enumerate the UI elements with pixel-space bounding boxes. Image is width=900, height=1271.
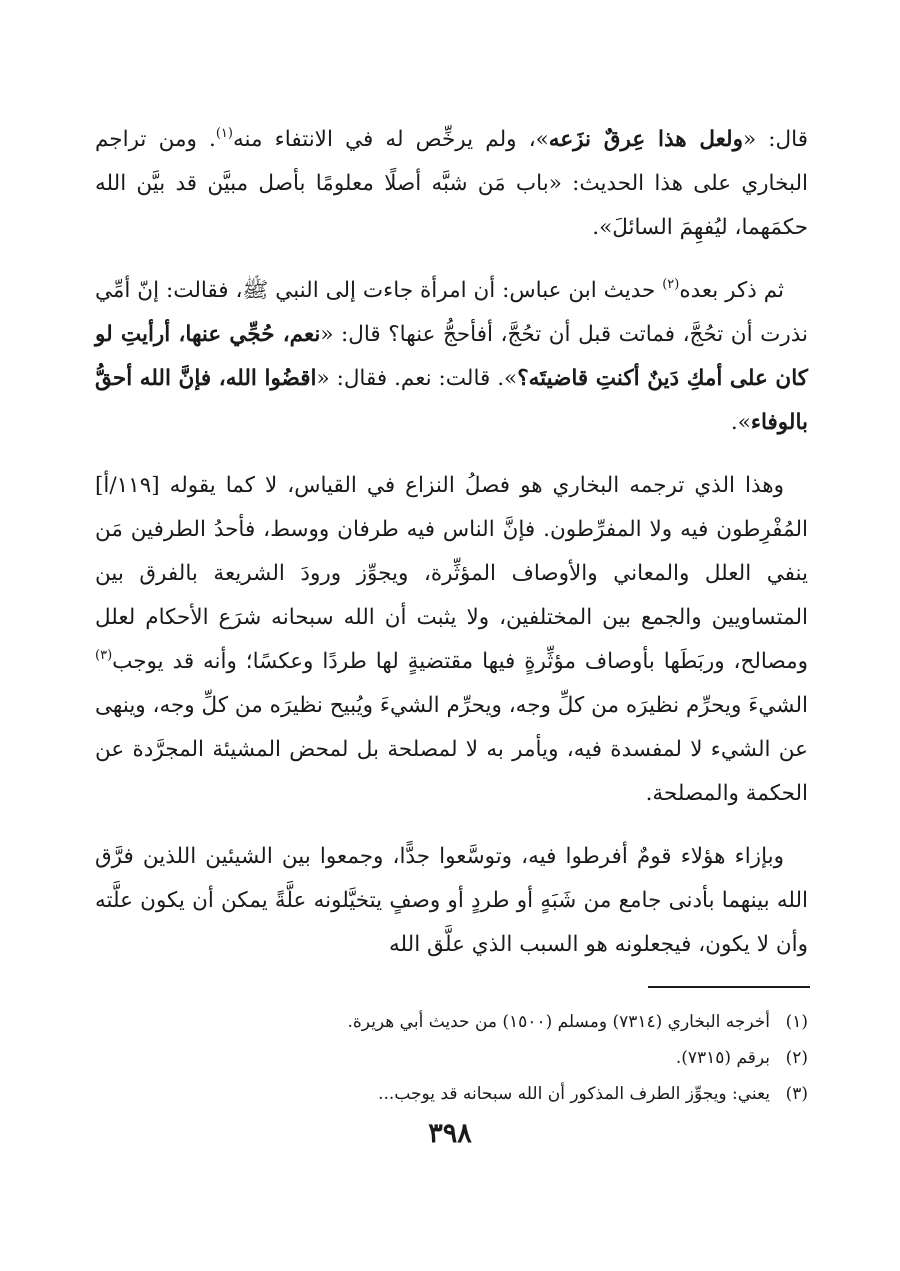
quoted-hadith-text: ولعل هذا عِرقٌ نزَعه — [548, 127, 743, 152]
text-segment: قال: « — [742, 127, 808, 152]
text-segment: وبإزاء هؤلاء قومٌ أفرطوا فيه، وتوسَّعوا جدًّا، وجمعوا بين الشيئين اللذين فرَّق الله بينهما بأدنى جامع من شَبَهٍ أو طردٍ أو وصفٍ يتخيَّلونه علَّةً يمكن أن يكون علَّته وأن لا يكون، فيجعلونه هو السبب الذي علَّق الله — [95, 844, 808, 957]
text-segment: »، ولم يرخِّص له في الانتفاء منه — [232, 127, 549, 152]
footnote-number: (١) — [785, 1012, 808, 1032]
quoted-hadith-text: نعم، حُجِّي عنها، أرأيتِ لو كان على أمكِ دَينٌ أكنتِ قاضيتَه؟ — [95, 322, 808, 391]
footnote-item — [95, 1004, 808, 1040]
text-segment: ثم ذكر بعده — [679, 278, 784, 303]
text-segment: وهذا الذي ترجمه البخاري هو فصلُ النزاع في القياس، لا كما يقوله [١١٩/أ] المُفْرِطون فيه ولا المفرِّطون. فإنَّ الناس فيه طرفان ووسط، فأحدُ الطرفين مَن ينفي العلل والمعاني والأوصاف المؤثِّرة، ويجوِّز ورودَ الشريعة بالفرق بين المتساويين والجمع بين المختلفين، ولا يثبت أن الله سبحانه شرَع الأحكام لعلل ومصالح، وربَطَها بأوصاف مؤثِّرةٍ فيها مقتضيةٍ لها طردًا وعكسًا؛ وأنه قد يوجب — [95, 473, 808, 674]
text-segment: ». — [730, 410, 751, 435]
page-number: ٣٩٨ — [428, 1118, 472, 1149]
paragraph-p2 — [95, 269, 808, 445]
paragraph-p1 — [95, 118, 808, 250]
quoted-hadith-text: اقضُوا الله، فإنَّ الله أحقُّ بالوفاء — [95, 366, 808, 435]
main-text — [95, 118, 808, 986]
paragraph-p3 — [95, 464, 808, 816]
text-segment: حديث ابن عباس: أن امرأة جاءت إلى النبي ﷺ، فقالت: إنّ أمِّي نذرت أن تحُجَّ، فماتت قبل أن تحُجَّ، أفأحجُّ عنها؟ قال: « — [95, 278, 809, 347]
footnotes — [95, 1004, 808, 1112]
footnote-marker: (١) — [215, 126, 233, 141]
footnote-text: يعني: ويجوِّز الطرف المذكور أن الله سبحانه قد يوجب... — [378, 1084, 770, 1104]
text-segment: الشيءَ ويحرِّم نظيرَه من كلِّ وجه، ويحرِّم الشيءَ ويُبيح نظيرَه من كلِّ وجه، وينهى عن الشيء لا لمفسدة فيه، ويأمر به لا لمصلحة بل لمحض المشيئة المجرَّدة عن الحكمة والمصلحة. — [95, 693, 808, 806]
footnote-text: أخرجه البخاري (٧٣١٤) ومسلم (١٥٠٠) من حديث أبي هريرة. — [347, 1012, 770, 1032]
paragraph-p4 — [95, 835, 808, 967]
footnote-item — [95, 1040, 808, 1076]
footnote-number: (٢) — [785, 1048, 808, 1068]
footnote-number: (٣) — [785, 1084, 808, 1104]
footnote-text: برقم (٧٣١٥). — [675, 1048, 770, 1068]
footnote-item — [95, 1076, 808, 1112]
footnote-marker: (٢) — [662, 277, 680, 292]
text-segment: ». قالت: نعم. فقال: « — [316, 366, 518, 391]
footnote-marker: (٣) — [95, 648, 113, 663]
footnote-separator — [648, 986, 810, 988]
text-segment: . ومن تراجم البخاري على هذا الحديث: «باب مَن شبَّه أصلًا معلومًا بأصل مبيَّن قد بيَّن الله حكمَهما، ليُفهِمَ السائلَ». — [95, 127, 808, 240]
